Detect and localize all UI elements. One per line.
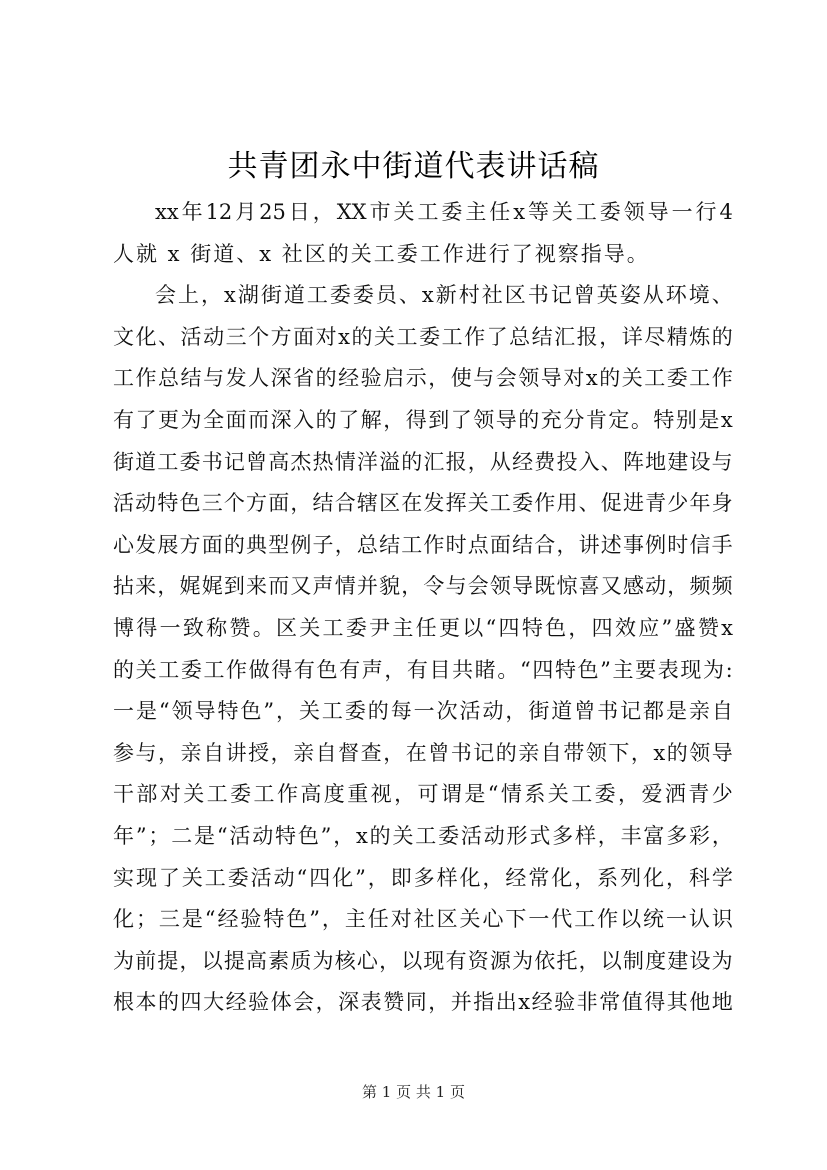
body-text-line: 化 ； 三 是 “ 经 验 特 色 ” ， 主 任 对 社 区 关 心 下 一 代 工 作 以 统 一 认 识: [113, 907, 733, 932]
body-text-line: 年 ” ； 二 是 “ 活 动 特 色 ” ， x 的 关 工 委 活 动 形 式 多 样 ， 丰 富 多 彩 ，: [113, 824, 733, 848]
body-text-line: 的 关 工 委 工 作 做 得 有 色 有 声 ， 有 目 共 睹 。 “ 四 特 色 ” 主 要 表 现 为 :: [113, 657, 733, 682]
body-text-line: 会 上 ， x 湖 街 道 工 委 委 员 、 x 新 村 社 区 书 记 曾 英 姿 从 环 境 、: [155, 283, 733, 308]
body-text-line: 人就 x 街道、x 社区的关工委工作进行了视察指导。: [113, 241, 650, 266]
body-text-line: 根 本 的 四 大 经 验 体 会 ， 深 表 赞 同 ， 并 指 出 x 经 验 非 常 值 得 其 他 地: [113, 990, 733, 1015]
body-text-line: 工 作 总 结 与 发 人 深 省 的 经 验 启 示 ， 使 与 会 领 导 对 x 的 关 工 委 工 作: [113, 366, 733, 391]
body-text-line: 街 道 工 委 书 记 曾 高 杰 热 情 洋 溢 的 汇 报 ， 从 经 费 投 入 、 阵 地 建 设 与: [113, 449, 733, 474]
page-number-footer: 第 1 页 共 1 页: [362, 1083, 465, 1101]
body-text-line: 一 是 “ 领 导 特 色 ” ， 关 工 委 的 每 一 次 活 动 ， 街 道 曾 书 记 都 是 亲 自: [113, 699, 733, 724]
body-text-line: 干 部 对 关 工 委 工 作 高 度 重 视 ， 可 谓 是 “ 情 系 关 工 委 ， 爱 洒 青 少: [113, 782, 733, 807]
body-text-line: 拈 来 ， 娓 娓 到 来 而 又 声 情 并 貌 ， 令 与 会 领 导 既 惊 喜 又 感 动 ， 频 频: [113, 574, 733, 599]
body-text-line: 活 动 特 色 三 个 方 面 ， 结 合 辖 区 在 发 挥 关 工 委 作 用 、 促 进 青 少 年 身: [113, 491, 733, 516]
body-text-line: 实 现 了 关 工 委 活 动 “ 四 化 ” ， 即 多 样 化 ， 经 常 化 ， 系 列 化 ， 科 学: [113, 865, 733, 890]
document-title: 共青团永中街道代表讲话稿: [227, 149, 600, 184]
body-text-line: 参 与 ， 亲 自 讲 授 ， 亲 自 督 查 ， 在 曾 书 记 的 亲 自 带 领 下 ， x 的 领 导: [113, 740, 733, 765]
body-text-line: 心 发 展 方 面 的 典 型 例 子 ， 总 结 工 作 时 点 面 结 合 ， 讲 述 事 例 时 信 手: [113, 532, 733, 557]
body-text-line: 为 前 提 ， 以 提 高 素 质 为 核 心 ， 以 现 有 资 源 为 依 托 ， 以 制 度 建 设 为: [113, 948, 733, 973]
body-text-line: 有 了 更 为 全 面 而 深 入 的 了 解 ， 得 到 了 领 导 的 充 分 肯 定 。 特 别 是 x: [113, 408, 733, 432]
body-text-line: 文 化 、 活 动 三 个 方 面 对 x 的 关 工 委 工 作 了 总 结 汇 报 ， 详 尽 精 炼 的: [113, 324, 733, 349]
body-text-line: 博 得 一 致 称 赞 。 区 关 工 委 尹 主 任 更 以 “ 四 特 色 ， 四 效 应 ” 盛 赞 x: [113, 616, 733, 640]
body-text-line: xx 年 12 月 25 日 ， XX 市 关 工 委 主 任 x 等 关 工 委 领 导 一 行 4: [155, 200, 733, 224]
